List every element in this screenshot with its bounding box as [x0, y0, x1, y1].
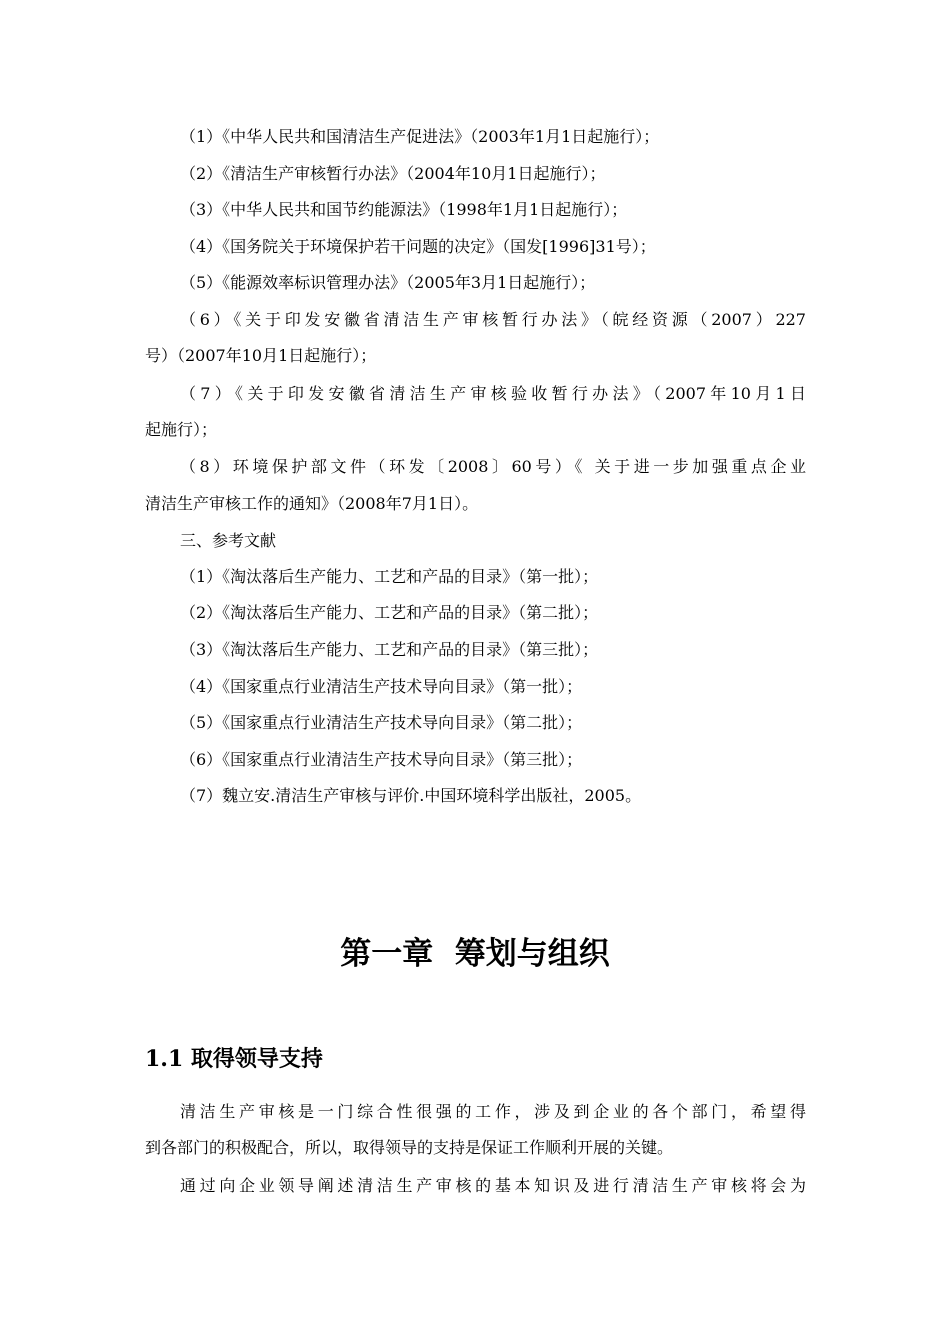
reference-item-3: （3）《淘汰落后生产能力、工艺和产品的目录》（第三批）；	[180, 640, 599, 659]
law-item-8-line2: 清洁生产审核工作的通知》（2008年7月1日）。	[145, 494, 479, 513]
paragraph-1-line1: 清洁生产审核是一门综合性很强的工作，涉及到企业的各个部门，希望得	[180, 1102, 806, 1121]
law-item-8-line1: （8）环境保护部文件（环发〔2008〕60号）《 关于进一步加强重点企业	[180, 457, 806, 476]
law-item-4: （4）《国务院关于环境保护若干问题的决定》（国发[1996]31号）；	[180, 237, 656, 256]
reference-item-6: （6）《国家重点行业清洁生产技术导向目录》（第三批）；	[180, 750, 583, 769]
reference-item-2: （2）《淘汰落后生产能力、工艺和产品的目录》（第二批）；	[180, 603, 599, 622]
reference-item-1: （1）《淘汰落后生产能力、工艺和产品的目录》（第一批）；	[180, 567, 599, 586]
section-title: 1.1 取得领导支持	[145, 1046, 323, 1072]
law-item-3: （3）《中华人民共和国节约能源法》（1998年1月1日起施行）；	[180, 200, 628, 219]
law-item-6-line1: （6）《关于印发安徽省清洁生产审核暂行办法》（皖经资源（2007）227	[180, 310, 806, 329]
law-item-6-line2: 号）（2007年10月1日起施行）；	[145, 346, 377, 365]
chapter-title: 第一章 筹划与组织	[340, 936, 610, 972]
reference-item-5: （5）《国家重点行业清洁生产技术导向目录》（第二批）；	[180, 713, 583, 732]
reference-item-4: （4）《国家重点行业清洁生产技术导向目录》（第一批）；	[180, 677, 583, 696]
law-item-7-line2: 起施行）；	[145, 420, 218, 439]
law-item-5: （5）《能源效率标识管理办法》（2005年3月1日起施行）；	[180, 273, 596, 292]
paragraph-1-line2: 到各部门的积极配合，所以，取得领导的支持是保证工作顺利开展的关键。	[145, 1138, 674, 1157]
paragraph-2-line1: 通过向企业领导阐述清洁生产审核的基本知识及进行清洁生产审核将会为	[180, 1176, 806, 1195]
references-heading: 三、参考文献	[180, 531, 277, 550]
reference-item-7: （7）魏立安.清洁生产审核与评价.中国环境科学出版社，2005。	[180, 786, 642, 805]
law-item-2: （2）《清洁生产审核暂行办法》（2004年10月1日起施行）；	[180, 164, 606, 183]
law-item-1: （1）《中华人民共和国清洁生产促进法》（2003年1月1日起施行）；	[180, 127, 660, 146]
law-item-7-line1: （7）《关于印发安徽省清洁生产审核验收暂行办法》（2007年10月1日	[180, 384, 806, 403]
